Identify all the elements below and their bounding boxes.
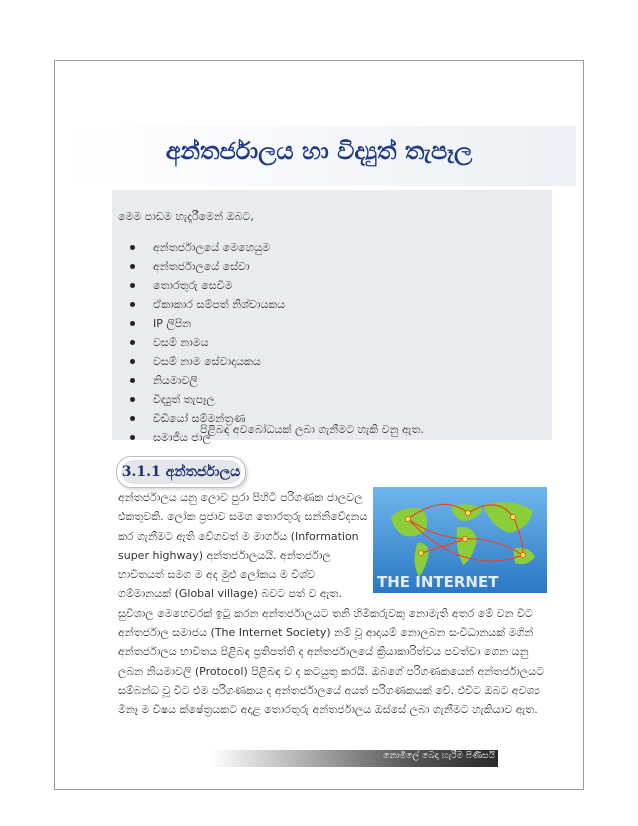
list-item: වසම් නාමය — [130, 333, 285, 352]
list-item: අන්තර්ජාලයේ මෙහෙයුම — [130, 238, 285, 257]
bullet-icon — [130, 283, 135, 288]
bullet-icon — [130, 378, 135, 383]
footer-note: නොමිලේ බෙදා හැරීම පිණිසයි — [383, 751, 495, 761]
list-item: තොරතුරු සෙවීම — [130, 276, 285, 295]
objectives-closing: පිළිබඳ අවබෝධයක් ලබා ගැනීමට හැකි වනු ඇත. — [200, 423, 424, 436]
list-item: නියමාවලි — [130, 371, 285, 390]
image-wrap-spacer — [368, 488, 550, 600]
bullet-icon — [130, 302, 135, 307]
bullet-icon — [130, 245, 135, 250]
bullet-icon — [130, 359, 135, 364]
bullet-icon — [130, 397, 135, 402]
bullet-icon — [130, 340, 135, 345]
section-heading: 3.1.1 අන්තර්ජාලය — [121, 460, 241, 484]
list-item: අන්තර්ජාලයේ සේවා — [130, 257, 285, 276]
list-item: සමාජීය ජාල — [130, 428, 285, 447]
list-item: ඒකාකාර සම්පත් නිශ්චායකය — [130, 295, 285, 314]
image-overlay-text: THE INTERNET — [377, 573, 499, 591]
list-item: විද්‍යුත් තැපෑල — [130, 390, 285, 409]
bullet-icon — [130, 264, 135, 269]
bullet-icon — [130, 416, 135, 421]
objectives-list — [130, 238, 285, 447]
list-item: වසම් නාම සේවාදායකය — [130, 352, 285, 371]
section-heading-badge — [116, 456, 246, 488]
body-paragraph: අන්තර්ජාලය යනු ලොව පුරා පිහිටි පරිගණක ජාලවල එකතුවකි. ලෝක ප්‍රජාව සමග තොරතුරු සන්නිවේදනය කර ගැනීමට ඇති වේගවත් ම මාර්ගය (Information super highway) අන්තර්ජාලයයි. අන්තර්ජාල භාවිතයත් සමග ම අද මුළු ලෝකය ම විශ්ව ගම්මානයක් (Global village) බවට පත් ව ඇත. සුවිශාල මෙහෙවරක් ඉටු කරන අන්තර්ජාලයට තනි හිමිකරුවකු නොමැති අතර මේ වන විට අන්තර්ජාල සමාජය (The Internet Society) නම් වූ ආදායම් නොලබන සංවිධානයක් මගින් අන්තර්ජාලය භාවිතය පිළිබඳ ප්‍රතිපත්ති ද අන්තර්ජාලයේ ක්‍රියාකාරිත්වය පවත්වා ගෙන යනු ලබන නියමාවලි (Protocol) පිළිබඳ ව ද කටයුතු කරයි. ඔබගේ පරිගණකයෙන් අන්තර්ජාලයට සම්බන්ධ වූ විට එම පරිගණකය ද අන්තර්ජාලයේ අයත් පරිගණකයක් වේ. එවිට ඔබට අවශ්‍ය මිනෑ ම විෂය ක්ෂේත්‍රයකට අදාළ තොරතුරු අන්තර්ජාලය ඔස්සේ ලබා ගැනීමට හැකියාව ඇත. — [118, 488, 550, 720]
bullet-icon — [130, 321, 135, 326]
list-item: වීඩියෝ සම්මන්ත්‍රණ — [130, 409, 285, 428]
page-title: අන්තර්ජාලය හා විද්‍යුත් තැපෑල — [165, 136, 473, 165]
bullet-icon — [130, 435, 135, 440]
objectives-intro: මෙම පාඩම හැදෑරීමෙන් ඔබට, — [118, 210, 254, 223]
list-item: IP ලිපින — [130, 314, 285, 333]
